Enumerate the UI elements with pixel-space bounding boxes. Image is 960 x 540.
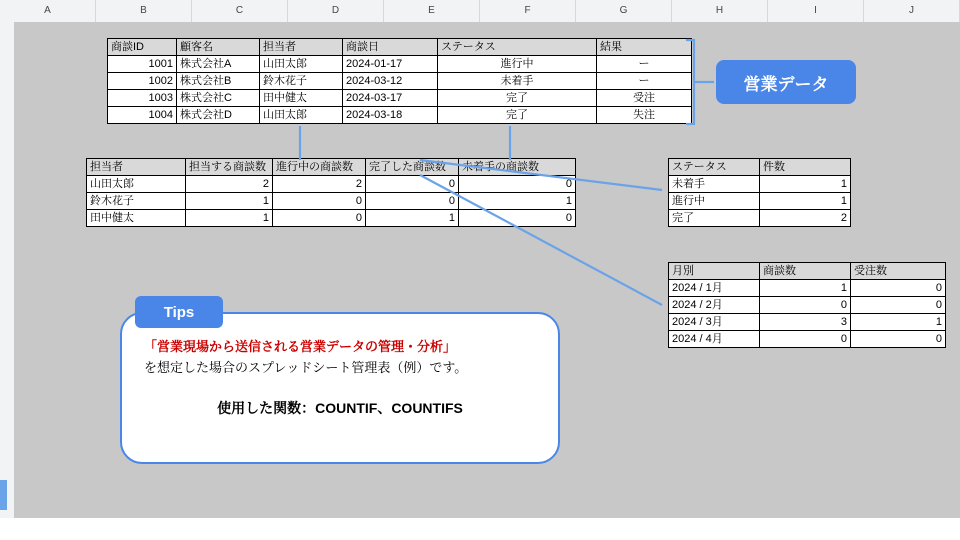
table-header-row xyxy=(87,159,576,176)
table-row[interactable] xyxy=(108,73,692,90)
cell-won[interactable]: 0 xyxy=(851,280,946,297)
cell-customer[interactable]: 株式会社A xyxy=(177,56,260,73)
col-header-date: 商談日 xyxy=(343,39,438,56)
cell-month[interactable]: 2024 / 3月 xyxy=(669,314,760,331)
col-header-deals: 商談数 xyxy=(760,263,851,280)
cell-date[interactable]: 2024-03-12 xyxy=(343,73,438,90)
column-header-d[interactable]: D xyxy=(288,0,384,22)
cell-count[interactable]: 1 xyxy=(760,193,851,210)
col-header-status: ステータス xyxy=(438,39,597,56)
cell-owner[interactable]: 山田太郎 xyxy=(260,56,343,73)
tips-badge: Tips xyxy=(135,296,223,328)
cell-completed[interactable]: 0 xyxy=(366,193,459,210)
sales-data-table[interactable] xyxy=(107,38,692,124)
table-row[interactable] xyxy=(87,210,576,227)
table-row[interactable] xyxy=(669,314,946,331)
cell-status[interactable]: 完了 xyxy=(438,90,597,107)
cell-inprogress[interactable]: 0 xyxy=(273,210,366,227)
column-header-g[interactable]: G xyxy=(576,0,672,22)
cell-won[interactable]: 0 xyxy=(851,331,946,348)
cell-total[interactable]: 2 xyxy=(186,176,273,193)
cell-deals[interactable]: 0 xyxy=(760,331,851,348)
cell-notstarted[interactable]: 1 xyxy=(459,193,576,210)
tips-line-3: 使用した関数：COUNTIF、COUNTIFS xyxy=(217,400,463,416)
cell-status[interactable]: 未着手 xyxy=(669,176,760,193)
col-header-won-deals: 受注数 xyxy=(851,263,946,280)
cell-customer[interactable]: 株式会社B xyxy=(177,73,260,90)
col-header-owner: 担当者 xyxy=(87,159,186,176)
cell-shodan-id[interactable]: 1004 xyxy=(108,107,177,124)
owner-summary-table[interactable] xyxy=(86,158,576,227)
cell-deals[interactable]: 3 xyxy=(760,314,851,331)
col-header-status: ステータス xyxy=(669,159,760,176)
status-count-table[interactable] xyxy=(668,158,851,227)
col-header-total-deals: 担当する商談数 xyxy=(186,159,273,176)
cell-total[interactable]: 1 xyxy=(186,210,273,227)
cell-customer[interactable]: 株式会社D xyxy=(177,107,260,124)
table-row[interactable] xyxy=(669,193,851,210)
cell-owner[interactable]: 鈴木花子 xyxy=(260,73,343,90)
cell-status[interactable]: 進行中 xyxy=(438,56,597,73)
cell-won[interactable]: 1 xyxy=(851,314,946,331)
cell-date[interactable]: 2024-03-17 xyxy=(343,90,438,107)
table-row[interactable] xyxy=(669,176,851,193)
cell-won[interactable]: 0 xyxy=(851,297,946,314)
cell-owner[interactable]: 田中健太 xyxy=(260,90,343,107)
table-row[interactable] xyxy=(87,193,576,210)
column-header-row xyxy=(0,0,960,23)
cell-notstarted[interactable]: 0 xyxy=(459,210,576,227)
cell-date[interactable]: 2024-01-17 xyxy=(343,56,438,73)
cell-completed[interactable]: 0 xyxy=(366,176,459,193)
column-header-e[interactable]: E xyxy=(384,0,480,22)
scroll-marker xyxy=(0,480,7,510)
tips-line-1: 「営業現場から送信される営業データの管理・分析」 xyxy=(144,339,457,354)
cell-date[interactable]: 2024-03-18 xyxy=(343,107,438,124)
cell-month[interactable]: 2024 / 1月 xyxy=(669,280,760,297)
table-row[interactable] xyxy=(669,210,851,227)
col-header-month: 月別 xyxy=(669,263,760,280)
column-header-h[interactable]: H xyxy=(672,0,768,22)
cell-count[interactable]: 2 xyxy=(760,210,851,227)
column-header-i[interactable]: I xyxy=(768,0,864,22)
table-header-row xyxy=(669,263,946,280)
column-header-b[interactable]: B xyxy=(96,0,192,22)
column-header-f[interactable]: F xyxy=(480,0,576,22)
table-row[interactable] xyxy=(669,280,946,297)
table-row[interactable] xyxy=(108,107,692,124)
col-header-completed: 完了した商談数 xyxy=(366,159,459,176)
cell-status[interactable]: 進行中 xyxy=(669,193,760,210)
cell-result[interactable]: 受注 xyxy=(597,90,692,107)
cell-shodan-id[interactable]: 1001 xyxy=(108,56,177,73)
column-header-j[interactable]: J xyxy=(864,0,960,22)
cell-status[interactable]: 未着手 xyxy=(438,73,597,90)
cell-owner[interactable]: 田中健太 xyxy=(87,210,186,227)
cell-total[interactable]: 1 xyxy=(186,193,273,210)
cell-owner[interactable]: 山田太郎 xyxy=(260,107,343,124)
cell-shodan-id[interactable]: 1002 xyxy=(108,73,177,90)
tips-line-2: を想定した場合のスプレッドシート管理表（例）です。 xyxy=(144,360,468,375)
cell-result[interactable]: ー xyxy=(597,56,692,73)
cell-count[interactable]: 1 xyxy=(760,176,851,193)
cell-result[interactable]: ー xyxy=(597,73,692,90)
cell-customer[interactable]: 株式会社C xyxy=(177,90,260,107)
column-header-c[interactable]: C xyxy=(192,0,288,22)
col-header-notstarted: 未着手の商談数 xyxy=(459,159,576,176)
col-header-customer: 顧客名 xyxy=(177,39,260,56)
table-header-row xyxy=(669,159,851,176)
bottom-strip xyxy=(0,518,960,540)
column-header-a[interactable]: A xyxy=(0,0,96,22)
cell-result[interactable]: 失注 xyxy=(597,107,692,124)
cell-status[interactable]: 完了 xyxy=(669,210,760,227)
col-header-count: 件数 xyxy=(760,159,851,176)
monthly-summary-table[interactable] xyxy=(668,262,946,348)
cell-deals[interactable]: 1 xyxy=(760,280,851,297)
cell-completed[interactable]: 1 xyxy=(366,210,459,227)
cell-notstarted[interactable]: 0 xyxy=(459,176,576,193)
table-row[interactable] xyxy=(87,176,576,193)
row-header-strip xyxy=(0,22,15,540)
cell-inprogress[interactable]: 0 xyxy=(273,193,366,210)
table-row[interactable] xyxy=(669,297,946,314)
cell-month[interactable]: 2024 / 4月 xyxy=(669,331,760,348)
table-row[interactable] xyxy=(108,90,692,107)
cell-deals[interactable]: 0 xyxy=(760,297,851,314)
cell-status[interactable]: 完了 xyxy=(438,107,597,124)
cell-inprogress[interactable]: 2 xyxy=(273,176,366,193)
col-header-shodan-id: 商談ID xyxy=(108,39,177,56)
col-header-result: 結果 xyxy=(597,39,692,56)
cell-shodan-id[interactable]: 1003 xyxy=(108,90,177,107)
cell-month[interactable]: 2024 / 2月 xyxy=(669,297,760,314)
table-row[interactable] xyxy=(669,331,946,348)
col-header-owner: 担当者 xyxy=(260,39,343,56)
tips-callout-box xyxy=(120,312,560,464)
table-row[interactable] xyxy=(108,56,692,73)
table-header-row xyxy=(108,39,692,56)
col-header-inprogress: 進行中の商談数 xyxy=(273,159,366,176)
cell-owner[interactable]: 鈴木花子 xyxy=(87,193,186,210)
sales-data-callout: 営業データ xyxy=(716,60,856,104)
cell-owner[interactable]: 山田太郎 xyxy=(87,176,186,193)
